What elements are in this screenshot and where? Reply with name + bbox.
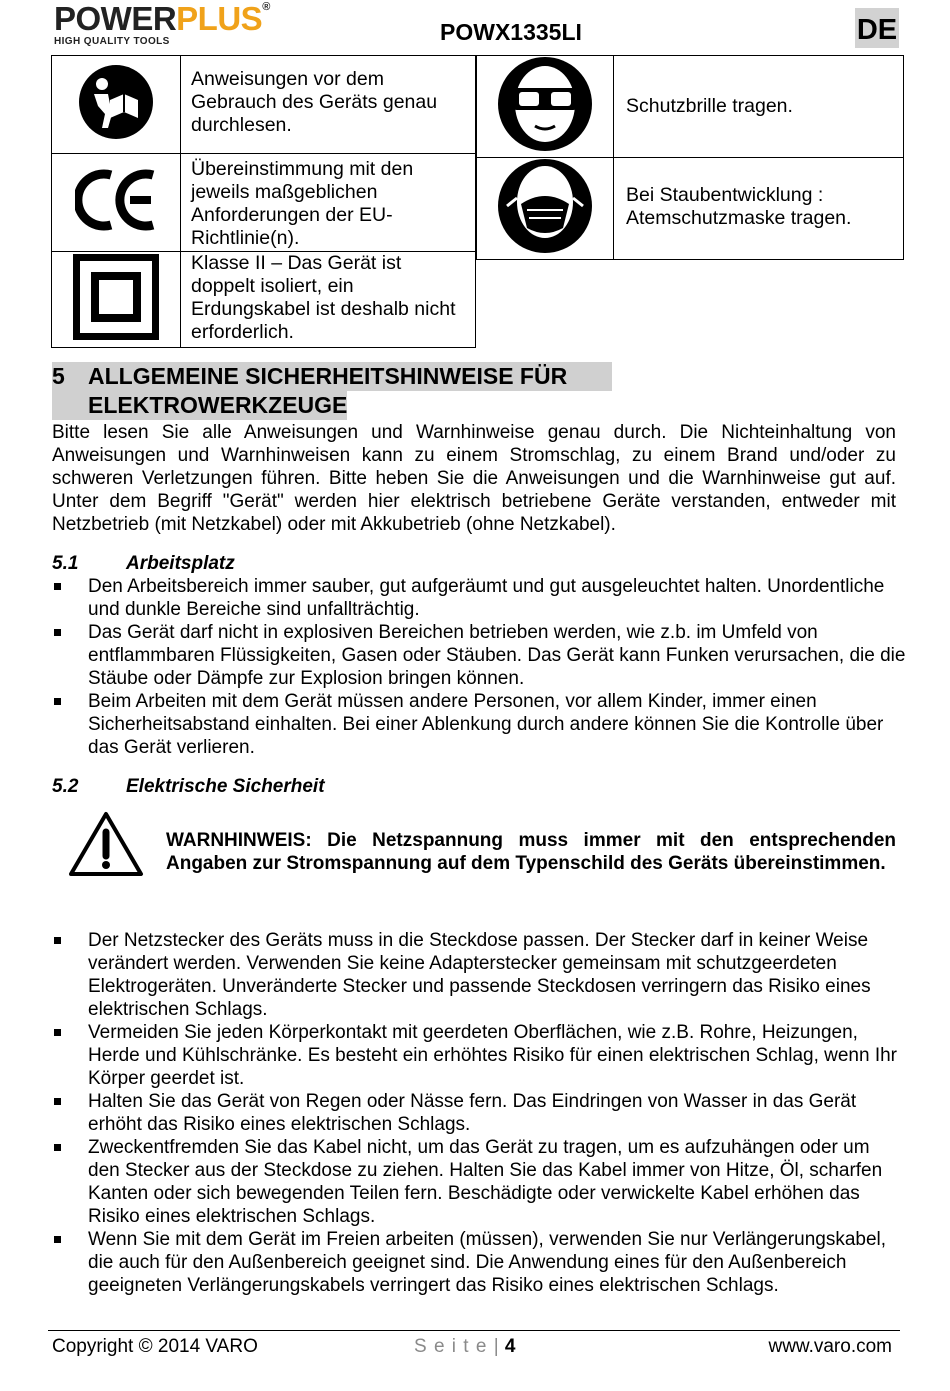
symbol-cell	[52, 252, 181, 348]
symbol-text-cell	[181, 154, 476, 252]
symbol-description: Bei Staubentwicklung : Atemschutzmaske tragen.	[626, 184, 852, 229]
symbol-description: Klasse II – Das Gerät ist doppelt isoliert, ein Erdungskabel ist deshalb nicht erforderlich.	[191, 252, 456, 343]
list-item: Zweckentfremden Sie das Kabel nicht, um das Gerät zu tragen, um es aufzuhängen oder um den Stecker aus der Steckdose zu ziehen. Halten Sie das Kabel immer von Hitze, Öl, scharfen Kanten oder sich bewegenden Teilen fern. Beschädigte oder verwickelte Kabel erhöhen das Risiko eines elektrischen Schlags.	[52, 1136, 902, 1228]
dust-mask-icon	[497, 158, 593, 254]
section-number: 5	[52, 363, 65, 389]
symbol-text-cell	[614, 56, 904, 158]
bullet-icon	[54, 1098, 61, 1105]
bullet-list	[52, 575, 912, 759]
list-item: Wenn Sie mit dem Gerät im Freien arbeiten (müssen), verwenden Sie nur Verlängerungskabel, die auch für den Außenbereich geeignet sind. Die Anwendung eines für den Außenbereich geeigneten Verlängerungskabels verringert das Risiko eines elektrischen Schlags.	[52, 1228, 902, 1297]
list-item: Vermeiden Sie jeden Körperkontakt mit geerdeten Oberflächen, wie z.B. Rohre, Heizungen, Herde und Kühlschränke. Es besteht ein erhöhtes Risiko für einen elektrischen Schlag, wenn Ihr Körper geerdet ist.	[52, 1021, 902, 1090]
section-heading	[52, 362, 612, 420]
brand-logo	[54, 2, 304, 46]
ce-mark-icon	[75, 165, 157, 235]
bullet-icon	[54, 1144, 61, 1151]
symbol-cell	[52, 56, 181, 154]
page-number: 4	[504, 1336, 516, 1357]
model-number: POWX1335LI	[440, 19, 582, 45]
symbol-cell	[52, 154, 181, 252]
bullet-icon	[54, 583, 61, 590]
list-item: Das Gerät darf nicht in explosiven Bereichen betrieben werden, wie z.b. im Umfeld von entflammbaren Flüssigkeiten, Gasen oder Stäuben. Das Gerät kann Funken verursachen, die die Stäube oder Dämpfe zur Explosion bringen können.	[52, 621, 912, 690]
subsection-heading	[52, 553, 235, 575]
list-item: Der Netzstecker des Geräts muss in die Steckdose passen. Der Stecker darf in keiner Weise verändert werden. Verwenden Sie keine Adapterstecker gemeinsam mit schutzgeerdeten Elektrogeräten. Unveränderte Stecker und passende Steckdosen verringern das Risiko eines elektrischen Schlags.	[52, 929, 902, 1021]
warning-triangle-icon	[68, 810, 144, 878]
subsection-number: 5.2	[52, 776, 79, 797]
symbols-table-left	[51, 55, 476, 348]
footer-divider	[48, 1330, 900, 1331]
symbol-description: Anweisungen vor dem Gebrauch des Geräts genau durchlesen.	[191, 68, 438, 136]
symbol-description: Schutzbrille tragen.	[626, 95, 793, 117]
symbol-description: Übereinstimmung mit den jeweils maßgeblichen Anforderungen der EU-Richtlinie(n).	[191, 158, 414, 249]
read-manual-icon	[78, 64, 154, 140]
symbol-cell	[477, 56, 614, 158]
footer-page	[414, 1336, 516, 1358]
class-ii-icon	[73, 254, 159, 340]
bullet-icon	[54, 1236, 61, 1243]
list-item: Halten Sie das Gerät von Regen oder Nässe fern. Das Eindringen von Wasser in das Gerät erhöht das Risiko eines elektrischen Schlags.	[52, 1090, 902, 1136]
list-item: Den Arbeitsbereich immer sauber, gut aufgeräumt und gut ausgeleuchtet halten. Unordentliche und dunkle Bereiche sind unfallträchtig.	[52, 575, 912, 621]
bullet-list	[52, 929, 902, 1297]
section-intro: Bitte lesen Sie alle Anweisungen und Warnhinweise genau durch. Die Nichteinhaltung von Anweisungen und Warnhinweisen kann zu einem Stromschlag, zu einem Brand und/oder zu schweren Verletzungen führen. Bitte heben Sie die Anweisungen und die Warnhinweise gut auf. Unter dem Begriff "Gerät" werden hier elektrisch betriebene Geräte verstanden, entweder mit Netzbetrieb (mit Netzkabel) oder mit Akkubetrieb (ohne Netzkabel).	[52, 422, 896, 535]
list-item: Beim Arbeiten mit dem Gerät müssen andere Personen, vor allem Kinder, immer einen Sicherheitsabstand einhalten. Bei einer Ablenkung durch andere können Sie die Kontrolle über das Gerät verlieren.	[52, 690, 912, 759]
symbols-table-right	[476, 55, 904, 260]
section-title-line1: ALLGEMEINE SICHERHEITSHINWEISE FÜR	[88, 363, 568, 389]
subsection-number: 5.1	[52, 553, 79, 574]
symbol-text-cell	[614, 158, 904, 260]
subsection-title: Arbeitsplatz	[126, 553, 235, 574]
section-title-line2: ELEKTROWERKZEUGE	[52, 391, 347, 420]
safety-goggles-icon	[497, 56, 593, 152]
bullet-icon	[54, 698, 61, 705]
bullet-icon	[54, 629, 61, 636]
subsection-title: Elektrische Sicherheit	[126, 776, 325, 797]
bullet-icon	[54, 1029, 61, 1036]
symbol-cell	[477, 158, 614, 260]
page-label: S e i t e |	[414, 1336, 500, 1357]
bullet-icon	[54, 937, 61, 944]
brand-wordmark: POWERPLUS®	[54, 0, 270, 37]
language-badge: DE	[855, 8, 899, 48]
footer-website[interactable]: www.varo.com	[768, 1336, 892, 1357]
symbol-text-cell	[181, 56, 476, 154]
brand-tagline: HIGH QUALITY TOOLS	[54, 36, 170, 47]
footer-copyright: Copyright © 2014 VARO	[52, 1336, 258, 1357]
symbol-text-cell	[181, 252, 476, 348]
subsection-heading	[52, 776, 325, 798]
warning-text: WARNHINWEIS: Die Netzspannung muss immer mit den entsprechenden Angaben zur Stromspannung auf dem Typenschild des Geräts übereinstimmen.	[166, 830, 896, 874]
